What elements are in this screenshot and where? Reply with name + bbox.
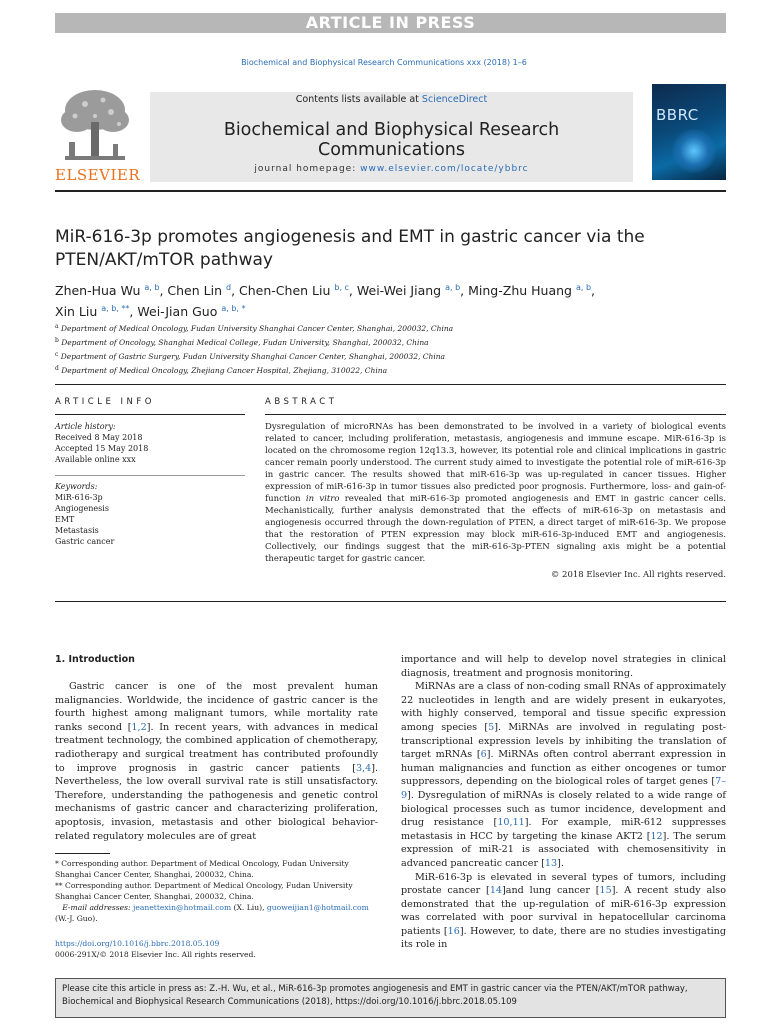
affiliation-item (55, 363, 695, 377)
author-affiliation-marker[interactable]: a, b (144, 283, 160, 292)
author-name: Xin Liu (55, 304, 102, 319)
article-in-press-banner: ARTICLE IN PRESS (55, 13, 726, 33)
doi-link[interactable]: https://doi.org/10.1016/j.bbrc.2018.05.109 (55, 939, 220, 948)
corresponding-author-note: * Corresponding author. Department of Medical Oncology, Fudan University Shanghai Cancer Center, Shanghai, 200032, China. (55, 859, 349, 879)
affiliation-item (55, 349, 695, 363)
article-info-heading: ARTICLE INFO (55, 397, 155, 407)
history-online: Available online xxx (55, 455, 136, 464)
citation-link[interactable]: 5 (488, 721, 495, 733)
keyword-item: Angiogenesis (55, 504, 109, 513)
intro-paragraph: MiRNAs are a class of non-coding small RNAs of approximately 22 nucleotides in length and are widely present in eukaryotes, with highly conserved, temporal and tissue specific expression among species [5]. MiRNAs are involved in regulating post-transcriptional expression levels by inhibiting the translation of target mRNAs [6]. MiRNAs often control aberrant expression in human malignancies and function as either oncogenes or tumor suppressors, depending on the biological roles of target genes [7–9]. Dysregulation of miRNAs is closely related to a wide range of biological processes such as tumor incidence, development and drug resistance [10,11]. For example, miR-612 suppresses metastasis in HCC by targeting the kinase AKT2 [12]. The serum expression of miR-21 is associated with chemosensitivity in advanced pancreatic cancer [13]. (401, 681, 726, 869)
author-name: Wei-Wei Jiang (356, 283, 446, 298)
masthead-divider (55, 190, 726, 192)
intro-paragraph: Gastric cancer is one of the most prevalent human malignancies. Worldwide, the incidence of gastric cancer is the fourth highest among malignant tumors, while mortality rate ranks second [1,2]. In recent years, with advances in medical treatment technology, the combined application of chemotherapy, radiotherapy and surgical treatment has contributed profoundly to improve prognosis in gastric cancer patients [3,4]. Nevertheless, the low overall survival rate is still unsatisfactory. Therefore, understanding the pathogenesis and genetic control mechanisms of gastric cancer and characterizing proliferation, apoptosis, invasion, metastasis and other biological behavior-related regulatory molecules are of great (55, 681, 378, 842)
journal-cover-thumbnail[interactable] (652, 84, 726, 180)
elsevier-logo[interactable] (55, 86, 141, 184)
doi-block (55, 938, 378, 960)
abstract-heading: ABSTRACT (265, 397, 338, 407)
email-link[interactable]: jeanettexin@hotmail.com (133, 903, 232, 912)
citation-link[interactable]: 7–9 (401, 776, 726, 801)
affiliation-item (55, 321, 695, 335)
keyword-item: MiR-616-3p (55, 493, 103, 502)
affiliation-marker: c (55, 351, 59, 358)
citation-link[interactable]: 16 (447, 925, 460, 937)
citation-link[interactable]: 14 (489, 885, 503, 897)
corresponding-author-footnotes (55, 858, 378, 924)
abstract-bottom-rule (55, 601, 726, 602)
email-addresses: E-mail addresses: jeanettexin@hotmail.com (X. Liu), guoweijian1@hotmail.com (W.-J. Guo). (55, 903, 369, 923)
introduction-heading: 1. Introduction (55, 654, 135, 665)
article-history (55, 421, 245, 465)
author-affiliation-marker[interactable]: a, b (445, 283, 461, 292)
affiliation-text: Department of Medical Oncology, Zhejiang Cancer Hospital, Zhejiang, 310022, China (58, 366, 388, 375)
journal-homepage-line: journal homepage: www.elsevier.com/locate/ybbrc (254, 164, 529, 174)
author-list: Zhen-Hua Wu $^{a, b}$, Chen Lin $^d$, Chen-Chen Liu $^{b, c}$, Wei-Wei Jiang $^{a, b}$, Ming-Zhu Huang $^{a, b}$, Xin Liu $^{a, b, **}$, Wei-Jian Guo $^{a, b, *}$ (55, 283, 596, 319)
citation-link[interactable]: 12 (650, 830, 663, 842)
keyword-item: Gastric cancer (55, 537, 115, 546)
history-accepted: Accepted 15 May 2018 (55, 444, 149, 453)
author-name: Ming-Zhu Huang (468, 283, 576, 298)
affiliation-marker: d (55, 365, 59, 372)
abstract-copyright: © 2018 Elsevier Inc. All rights reserved. (550, 570, 726, 580)
intro-left-column (55, 680, 378, 843)
keywords-block (55, 481, 245, 547)
affiliation-text: Department of Medical Oncology, Fudan University Shanghai Cancer Center, Shanghai, 200032, China (58, 324, 454, 333)
abstract-body: Dysregulation of microRNAs has been demonstrated to be involved in a variety of biological events related to cancer, including proliferation, metastasis, angiogenesis and immune escape. MiR-616-3p is located on the chromosome region 12q13.3, however, its potential role and clinical implications in gastric cancer remain poorly understood. The current study aimed to investigate the potential role of miR-616-3p in gastric cancer. The results showed that miR-616-3p was up-regulated in cancer tissues. Higher expression of miR-616-3p in tumor tissues also predicted poor prognosis. Furthermore, loss- and gain-of-function in vitro revealed that miR-616-3p promoted angiogenesis and EMT in gastric cancer cells. Mechanistically, further analysis demonstrated that the effects of miR-616-3p on metastasis and angiogenesis occurred through the down-regulation of PTEN, a direct target of miR-616-3p. We propose that the restoration of PTEN expression may block miR-616-3p-induced EMT and angiogenesis. Collectively, our findings suggest that the miR-616-3p-PTEN signaling axis might be a potential therapeutic target for gastric cancer. (265, 422, 726, 564)
author-name: Chen Lin (167, 283, 226, 298)
citation-link[interactable]: 10,11 (497, 817, 525, 829)
issn-copyright: 0006-291X/© 2018 Elsevier Inc. All rights reserved. (55, 950, 256, 959)
elsevier-tree-icon (55, 86, 135, 164)
history-divider (55, 475, 245, 476)
affiliation-marker: b (55, 337, 59, 344)
journal-homepage-link[interactable]: www.elsevier.com/locate/ybbrc (360, 164, 529, 174)
cover-title: BBRC (656, 106, 699, 124)
journal-masthead (55, 84, 726, 184)
citation-link[interactable]: 13 (544, 857, 558, 869)
citation-link[interactable]: 3,4 (355, 762, 372, 774)
author-affiliation-marker[interactable]: b, c (334, 283, 349, 292)
history-label: Article history: (55, 422, 116, 431)
sciencedirect-link[interactable]: ScienceDirect (421, 94, 488, 105)
cite-this-article-box: Please cite this article in press as: Z.-H. Wu, et al., MiR-616-3p promotes angiogenesis and EMT in gastric cancer via the PTEN/AKT/mTOR pathway, Biochemical and Biophysical Research Communications (2018), https://doi.org/10.1016/j.bbrc.2018.05.109 (55, 978, 726, 1018)
author-name: Wei-Jian Guo (137, 304, 222, 319)
keyword-item: Metastasis (55, 526, 99, 535)
keyword-item: EMT (55, 515, 75, 524)
affiliation-list (55, 321, 695, 377)
cover-graphic-icon (672, 129, 716, 173)
corresponding-author-note: ** Corresponding author. Department of Medical Oncology, Fudan University Shanghai Cancer Center, Shanghai, 200032, China. (55, 881, 353, 901)
affiliation-text: Department of Oncology, Shanghai Medical College, Fudan University, Shanghai, 200032, China (58, 338, 429, 347)
author-affiliation-marker[interactable]: a, b (575, 283, 592, 292)
keywords-label: Keywords: (55, 482, 98, 491)
intro-right-column (401, 653, 726, 952)
intro-paragraph: importance and will help to develop novel strategies in clinical diagnosis, treatment and prognosis monitoring. (401, 654, 726, 679)
abstract-rule (265, 414, 726, 415)
affiliation-text: Department of Gastric Surgery, Fudan University Shanghai Cancer Center, Shanghai, 200032, China (58, 352, 446, 361)
intro-paragraph: MiR-616-3p is elevated in several types of tumors, including prostate cancer [14]and lung cancer [15]. A recent study also demonstrated that the up-regulation of miR-616-3p expression was correlated with poor survival in hepatocellular carcinoma patients [16]. However, to date, there are no studies investigating its role in (401, 871, 727, 951)
author-affiliation-marker[interactable]: d (225, 283, 232, 292)
history-received: Received 8 May 2018 (55, 433, 143, 442)
author-affiliation-marker[interactable]: a, b, ** (101, 304, 130, 313)
author-affiliation-marker[interactable]: a, b, * (221, 304, 246, 313)
top-rule (55, 384, 726, 385)
article-title: MiR-616-3p promotes angiogenesis and EMT in gastric cancer via the PTEN/AKT/mTOR pathway (55, 227, 645, 270)
affiliation-marker: a (55, 323, 59, 330)
citation-link[interactable]: 1,2 (131, 721, 147, 733)
email-link[interactable]: guoweijian1@hotmail.com (266, 903, 369, 912)
article-info-rule (55, 414, 245, 415)
citation-link[interactable]: 15 (599, 885, 612, 897)
author-name: Zhen-Hua Wu (55, 283, 145, 298)
journal-citation-line[interactable]: Biochemical and Biophysical Research Communications xxx (2018) 1–6 (241, 58, 527, 67)
footnote-divider (55, 853, 110, 854)
journal-header-box (150, 92, 633, 182)
contents-line: Contents lists available at ScienceDirect (295, 94, 488, 105)
elsevier-wordmark: ELSEVIER (55, 166, 141, 184)
author-name: Chen-Chen Liu (239, 283, 335, 298)
affiliation-item (55, 335, 695, 349)
journal-title: Biochemical and Biophysical Research Communications (223, 120, 560, 160)
citation-link[interactable]: 6 (480, 749, 487, 761)
